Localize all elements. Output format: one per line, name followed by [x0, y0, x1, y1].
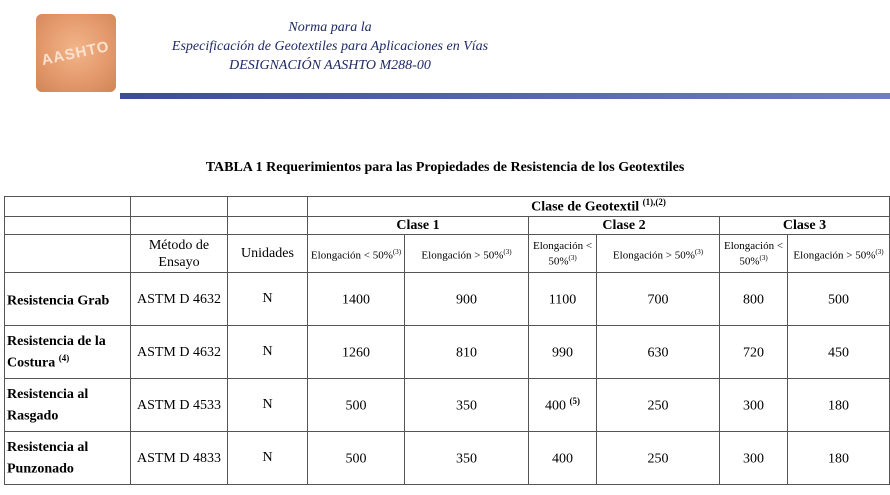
- row-label: Resistencia al Rasgado: [5, 379, 131, 432]
- row-method: ASTM D 4632: [131, 326, 228, 379]
- class-1-header: Clase 1: [308, 217, 529, 235]
- method-header: Método de Ensayo: [131, 235, 228, 273]
- value-cell: 350: [405, 379, 529, 432]
- row-method: ASTM D 4533: [131, 379, 228, 432]
- aashto-logo: [36, 14, 116, 92]
- empty-cell: [228, 217, 308, 235]
- value-cell: 1100: [529, 273, 597, 326]
- class-2-header: Clase 2: [529, 217, 720, 235]
- row-label: Resistencia Grab: [5, 273, 131, 326]
- value-cell: 800: [720, 273, 788, 326]
- elong-lt-header: Elongación < 50%$^{(3)}$: [720, 235, 788, 273]
- value-cell: 300: [720, 432, 788, 485]
- elong-lt-header: Elongación < 50%$^{(3)}$: [308, 235, 405, 273]
- document-header: [0, 0, 890, 112]
- table-row: [5, 379, 890, 432]
- row-unit: N: [228, 326, 308, 379]
- header-title: [120, 18, 540, 75]
- empty-cell: [5, 217, 131, 235]
- table-row: [5, 326, 890, 379]
- empty-cell: [5, 235, 131, 273]
- value-cell: 400 $^{(5)}$: [529, 379, 597, 432]
- empty-cell: [131, 197, 228, 217]
- value-cell: 810: [405, 326, 529, 379]
- row-method: ASTM D 4632: [131, 273, 228, 326]
- value-cell: 250: [597, 379, 720, 432]
- table-header-row-1: [5, 197, 890, 217]
- elong-lt-header: Elongación < 50%$^{(3)}$: [529, 235, 597, 273]
- value-cell: 630: [597, 326, 720, 379]
- logo-text: AASHTO: [40, 37, 112, 69]
- table-header-row-3: [5, 235, 890, 273]
- requirements-table: [4, 196, 890, 485]
- row-unit: N: [228, 273, 308, 326]
- value-cell: 700: [597, 273, 720, 326]
- value-cell: 500: [308, 379, 405, 432]
- header-rule: [120, 93, 890, 99]
- value-cell: 180: [788, 379, 890, 432]
- row-unit: N: [228, 432, 308, 485]
- header-line-1: Norma para la: [288, 20, 372, 35]
- group-header-cell: [308, 197, 890, 217]
- row-method: ASTM D 4833: [131, 432, 228, 485]
- elong-gt-header: Elongación > 50%$^{(3)}$: [405, 235, 529, 273]
- empty-cell: [228, 197, 308, 217]
- table-row: [5, 273, 890, 326]
- elong-gt-header: Elongación > 50%$^{(3)}$: [597, 235, 720, 273]
- value-cell: 900: [405, 273, 529, 326]
- value-cell: 350: [405, 432, 529, 485]
- value-cell: 300: [720, 379, 788, 432]
- value-cell: 500: [308, 432, 405, 485]
- elong-gt-header: Elongación > 50%$^{(3)}$: [788, 235, 890, 273]
- table-row: [5, 432, 890, 485]
- row-label: Resistencia de la Costura $^{(4)}$: [5, 326, 131, 379]
- value-cell: 1260: [308, 326, 405, 379]
- value-cell: 990: [529, 326, 597, 379]
- group-header-note: (1),(2): [642, 197, 666, 208]
- value-cell: 400: [529, 432, 597, 485]
- value-cell: 1400: [308, 273, 405, 326]
- table-header-row-2: [5, 217, 890, 235]
- row-label: Resistencia al Punzonado: [5, 432, 131, 485]
- value-cell: 720: [720, 326, 788, 379]
- header-line-3: DESIGNACIÓN AASHTO M288-00: [229, 58, 431, 73]
- value-cell: 500: [788, 273, 890, 326]
- value-cell: 450: [788, 326, 890, 379]
- value-cell: 180: [788, 432, 890, 485]
- row-unit: N: [228, 379, 308, 432]
- units-header: Unidades: [228, 235, 308, 273]
- header-line-2: Especificación de Geotextiles para Aplicaciones en Vías: [171, 39, 489, 54]
- class-3-header: Clase 3: [720, 217, 890, 235]
- group-header: Clase de Geotextil: [531, 199, 640, 215]
- empty-cell: [131, 217, 228, 235]
- value-cell: 250: [597, 432, 720, 485]
- table-title: TABLA 1 Requerimientos para las Propiedades de Resistencia de los Geotextiles: [205, 160, 685, 175]
- empty-cell: [5, 197, 131, 217]
